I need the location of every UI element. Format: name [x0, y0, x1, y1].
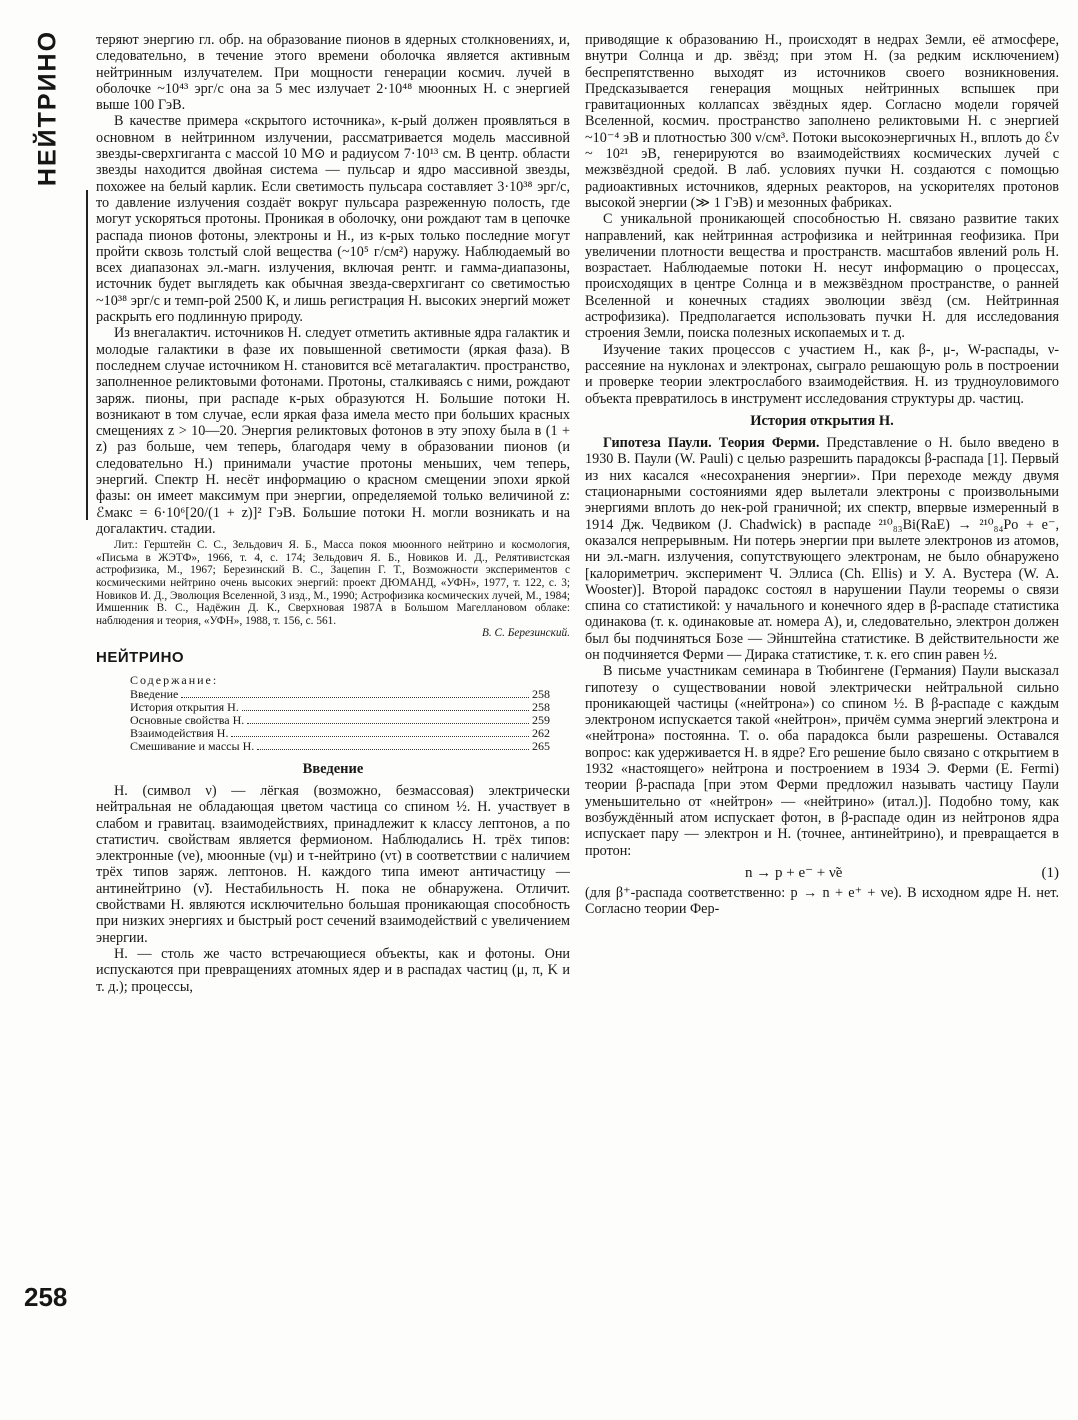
- formula-expression: n → p + e⁻ + ν̃e: [745, 864, 843, 881]
- formula: [585, 859, 1059, 885]
- paragraph: Изучение таких процессов с участием Н., как β-, μ-, W-распады, ν-рассеяние на нуклонах и электронах, сыграло решающую роль в построении и проверке теории электрослабого взаимодействия. Н. из трудноуловимого объекта превратилось в инструмент исследования структуры др. частиц.: [585, 341, 1059, 407]
- running-head-text: НЕЙТРИНО: [33, 29, 62, 187]
- page-number: 258: [24, 1282, 68, 1312]
- toc-leader: [181, 697, 529, 698]
- paragraph: [585, 435, 1059, 663]
- toc-item-title: Смешивание и массы Н.: [130, 738, 255, 753]
- toc-item-title: История открытия Н.: [130, 699, 239, 714]
- paragraph: Из внегалактич. источников Н. следует отметить активные ядра галактик и молодые галактики в фазе их повышенной светимости (яркая фаза). В последнем случае источником Н. становится всё метагалактич. пространство, заполненное реликтовыми фотонами. Протоны, сталкиваясь с ними, рождают заряж. пионы, при распаде к-рых образуются Н. Большие потоки Н. возникают в том случае, если яркая фаза имела место при больших красных смещениях z > 10—20. Энергия реликтовых фотонов в эту эпоху была в (1 + z) раз больше, чем теперь, благодаря чему в образовании пионов (и следовательно Н.) принимали участие протоны меньших, чем теперь, энергий. Спектр Н. несёт информацию о красном смещении эпохи яркой фазы: он имеет максимум при энергии, определяемой только величиной z: ℰмакс = 6·10⁶[20/(1 + z)]² ГэВ. Большие потоки Н. могли возникать и на догалактич. стадии.: [96, 325, 570, 537]
- section-heading-intro: Введение: [302, 760, 364, 777]
- literature-text: Лит.: Герштейн С. С., Зельдович Я. Б., Масса покоя мюонного нейтрино и космология, «Письма в ЖЭТФ», 1966, т. 4, с. 174; Зельдович Я. Б., Новиков И. Д., Релятивистская астрофизика, М., 1967; Березинский В. С., Зацепин Г. Т., Возможности экспериментов с космическими нейтрино очень высоких энергий: проект ДЮМАНД, «УФН», 1977, т. 122, с. 3; Новиков И. Д., Эволюция Вселенной, 3 изд., М., 1990; Астрофизика космических лучей, М., 1984; Имшенник В. С., Надёжин Д. К., Сверхновая 1987А в Большом Магеллановом облаке: наблюдения и теория, «УФН», 1988, т. 156, с. 561.: [96, 539, 570, 627]
- paragraph: теряют энергию гл. обр. на образование пионов в ядерных столкновениях, и, следовательно, в течение этого времени оболочка является активным нейтринным излучателем. При мощности генерации космич. лучей в оболочке ~10⁴³ эрг/с она за 5 мес излучает 2·10⁴⁸ мюонных Н. с энергией выше 100 ГэВ.: [96, 32, 570, 114]
- literature-list: [96, 539, 570, 640]
- toc-item-page: 262: [532, 725, 550, 740]
- paragraph: С уникальной проникающей способностью Н. связано развитие таких направлений, как нейтринная астрофизика и нейтринная геофизика. При увеличении плотности вещества и пространств. масштабов явлений роль Н. возрастает. Наблюдаемые потоки Н. несут информацию о процессах, происходящих в центре Солнца и в межзвёздном пространстве, о ранней Вселенной и конечных стадиях эволюции звёзд (см. Нейтринная астрофизика). Предполагается использовать пучки Н. для исследования строения Земли, поиска полезных ископаемых и т. д.: [585, 211, 1059, 342]
- toc-leader: [231, 736, 529, 737]
- toc-item-page: 258: [532, 686, 550, 701]
- toc-item-title: Основные свойства Н.: [130, 712, 245, 727]
- toc-item[interactable]: [130, 701, 550, 714]
- running-head: [28, 29, 68, 187]
- left-column: [96, 32, 570, 995]
- literature-author: В. С. Березинский.: [481, 627, 570, 640]
- toc-item-title: Введение: [130, 686, 179, 701]
- paragraph: Н. (символ ν) — лёгкая (возможно, безмассовая) электрически нейтральная не обладающая цветом частица со спином ½. Н. участвует в слабом и гравитац. взаимодействиях, принадлежит к классу лептонов, а по статистич. свойствам является фермионом. Наблюдались Н. трёх типов: электронные (νe), мюонные (νμ) и τ-нейтрино (ντ) в соответствии с наличием трёх типов заряж. лептонов. Н. каждого типа имеют античастицу — антинейтрино (ν̃). Нестабильность Н. пока не обнаружена. Отличит. свойствами Н. являются исключительно большая проникающая способность при низких энергиях и быстрый рост сечений взаимодействий с увеличением энергии.: [96, 782, 570, 946]
- paragraph: Н. — столь же часто встречающиеся объекты, как и фотоны. Они испускаются при превращениях атомных ядер и в распадах частиц (μ, π, K и т. д.); процессы,: [96, 945, 570, 995]
- run-in-heading: Гипотеза Паули. Теория Ферми.: [603, 435, 820, 452]
- toc-item-page: 258: [532, 699, 550, 714]
- toc-item[interactable]: [130, 727, 550, 740]
- right-column: [585, 32, 1059, 918]
- toc-leader: [242, 710, 529, 711]
- toc-item-page: 265: [532, 738, 550, 753]
- paragraph: В качестве примера «скрытого источника», к-рый должен проявляться в основном в нейтринном излучении, рассматривается модель массивной звезды-сверхгиганта с массой 10 M⊙ и радиусом 7·10¹³ см. В центр. области звезды находится двойная система — пульсар и ядро массивной звезды, похожее на белый карлик. Если светимость пульсара составляет 3·10³⁸ эрг/с, то давление излучения создаёт вокруг пульсара разреженную полость, где могут ускоряться протоны. Проникая в оболочку, они рождают там в цепочке распада пионов фотоны, электроны и Н., из к-рых только последние могут пройти сквозь толстый слой вещества (~10⁵ г/см²) наружу. Наблюдаемый во всех диапазонах эл.-магн. излучения, включая рентг. и гамма-диапазоны, источник будет выглядеть как обычная звезда-сверхгигант со светимостью ~10³⁸ эрг/с и темп-рой 2500 К, и лишь регистрация Н. высоких энергий может раскрыть его подлинную природу.: [96, 113, 570, 326]
- toc-item-page: 259: [532, 712, 550, 727]
- section-heading-history: История открытия Н.: [750, 412, 894, 429]
- toc-item-title: Взаимодействия Н.: [130, 725, 229, 740]
- toc-heading: Содержание:: [130, 673, 219, 688]
- margin-rule: [86, 190, 88, 520]
- toc-leader: [247, 723, 529, 724]
- toc-item[interactable]: [130, 740, 550, 753]
- entry-title: НЕЙТРИНО: [96, 648, 185, 666]
- paragraph: (для β⁺-распада соответственно: p → n + e⁺ + νe). В исходном ядре Н. нет. Согласно теории Фер-: [585, 885, 1059, 918]
- toc-leader: [257, 749, 529, 750]
- table-of-contents: [130, 674, 550, 752]
- toc-item[interactable]: [130, 688, 550, 701]
- formula-number: (1): [1041, 864, 1059, 881]
- toc-item[interactable]: [130, 714, 550, 727]
- paragraph: В письме участникам семинара в Тюбингене (Германия) Паули высказал гипотезу о существовании новой электрически нейтральной сильно проникающей частицы («нейтрона») со спином ½. В β-распаде с каждым электроном испускается такой «нейтрон», причём сумма энергий электрона и «нейтрона» постоянна. Т. о. оба парадокса были разрешены. Оставался вопрос: как удерживается Н. в ядре? Его решение было связано с открытием в 1932 «настоящего» нейтрона и построением в 1934 Э. Ферми (E. Fermi) теории β-распада [при этом Ферми предложил называть частицу Паули уменьшительно от «нейтрон» — «нейтрино» (итал.)]. Подобно тому, как возбуждённый атом испускает фотон, в β-распаде один из нейтронов ядра испускает пару — электрон и Н. (точнее, антинейтрино), и превращается в протон:: [585, 663, 1059, 859]
- paragraph-text: Представление о Н. было введено в 1930 В. Паули (W. Pauli) с целью разрешить парадоксы β-распада [1]. Первый из них касался «несохранения энергии». При переходе между двумя стационарными состояниями ядер вылетали электроны с произвольными энергиями вплоть до нек-рой граничной; их спектр, впервые измеренный в 1914 Дж. Чедвиком (J. Chadwick) в распаде ²¹⁰₈₃Bi(RaE) → ²¹⁰₈₄Po + e⁻, оказался непрерывным. Ни потерь энергии при вылете электронов из атомов, ни эл.-магн. излучения, сопутствующего электронам, не было обнаружено [калориметрич. эксперимент Ч. Эллиса (Ch. Ellis) и У. А. Вустера (W. A. Wooster)]. Второй парадокс состоял в нарушении Паули теоремы о связи спина со статистикой: у начального и конечного ядер в β-распаде статистика одинакова (т. к. одинаковые ат. номера A), и, следовательно, электрон должен был бы подчиняться Бозе — Эйнштейна статистике. В действительности же он подчиняется Ферми — Дирака статистике, т. к. его спин равен ½.: [585, 435, 1059, 663]
- paragraph: приводящие к образованию Н., происходят в недрах Земли, её атмосфере, внутри Солнца и др. звёзд; при этом Н. (за редким исключением) беспрепятственно выходят из источников своего возникновения. Предсказывается генерация мощных нейтринных вспышек при гравитационных коллапсах звёздных ядер. Согласно модели горячей Вселенной, космич. пространство заполнено реликтовыми Н. с энергией ~10⁻⁴ эВ и плотностью 300 ν/см³. Потоки высокоэнергичных Н., вплоть до ℰν ~ 10²¹ эВ, генерируются во взаимодействиях космических лучей с межзвёздной средой. В лаб. условиях пучки Н. создаются с помощью радиоактивных источников, ядерных реакторов, на ускорителях протонов высокой энергии (≫ 1 ГэВ) и мезонных фабриках.: [585, 32, 1059, 211]
